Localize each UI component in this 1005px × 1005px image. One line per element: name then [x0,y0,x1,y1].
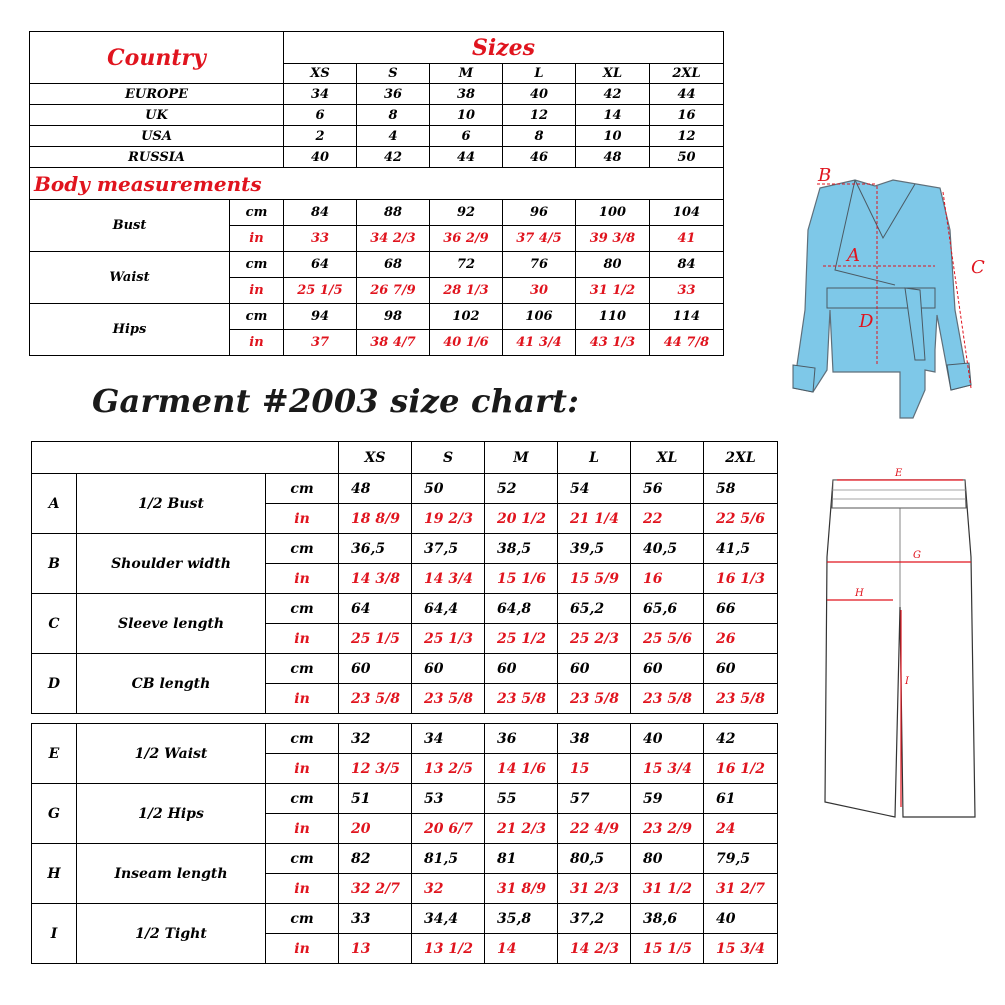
size-header: L [558,442,631,474]
cell: 31 8/9 [485,874,558,904]
cell: 12 3/5 [339,754,412,784]
cell: 10 [576,126,650,147]
unit-cm: cm [266,784,339,814]
cell: 31 2/7 [704,874,778,904]
cell: 39,5 [558,534,631,564]
cell: 46 [503,147,576,168]
cell: 24 [704,814,778,844]
unit-cm: cm [266,534,339,564]
cell: 42 [357,147,430,168]
measure-name: CB length [77,654,266,714]
cell: 40 [284,147,357,168]
cell: 60 [339,654,412,684]
cell: 41 3/4 [503,330,576,356]
cell: 25 2/3 [558,624,631,654]
cell: 92 [430,200,503,226]
cell: 42 [704,724,778,754]
cell: 44 7/8 [650,330,724,356]
cell: 52 [485,474,558,504]
cell: 102 [430,304,503,330]
cell: 38 [558,724,631,754]
size-header: XL [631,442,704,474]
cell: 30 [503,278,576,304]
cell: 23 5/8 [558,684,631,714]
cell: 40,5 [631,534,704,564]
cell: 40 [503,84,576,105]
cell: 68 [357,252,430,278]
cell: 21 2/3 [485,814,558,844]
table-row [32,904,778,934]
cell: 65,2 [558,594,631,624]
cell: 40 [631,724,704,754]
cell: 31 1/2 [631,874,704,904]
cell: 23 5/8 [339,684,412,714]
size-header: M [430,64,503,84]
size-header: 2XL [650,64,724,84]
size-header: XS [284,64,357,84]
measure-name: Hips [30,304,230,356]
cell: 96 [503,200,576,226]
cell: 60 [558,654,631,684]
measure-letter: E [32,724,77,784]
cell: 84 [284,200,357,226]
label-h: H [855,588,864,599]
size-header: XL [576,64,650,84]
label-d: D [859,311,874,332]
cell: 32 2/7 [339,874,412,904]
cell: 37 [284,330,357,356]
table-row [30,105,724,126]
blouse-illustration [775,160,1000,420]
cell: 81,5 [412,844,485,874]
measure-name: 1/2 Tight [77,904,266,964]
cell: 81 [485,844,558,874]
page-title: Garment #2003 size chart: [92,382,580,420]
cell: 34 [284,84,357,105]
cell: 84 [650,252,724,278]
cell: 23 5/8 [412,684,485,714]
unit-in: in [230,330,284,356]
country-header: Country [30,32,284,84]
cell: 13 2/5 [412,754,485,784]
cell: 23 5/8 [485,684,558,714]
unit-in: in [266,814,339,844]
cell: 16 [650,105,724,126]
unit-cm: cm [230,252,284,278]
cell: 23 5/8 [631,684,704,714]
cell: 36 [485,724,558,754]
cell: 106 [503,304,576,330]
cell: 14 [485,934,558,964]
table-row [30,147,724,168]
cell: 42 [576,84,650,105]
unit-in: in [266,684,339,714]
cell: 53 [412,784,485,814]
unit-in: in [230,278,284,304]
cell: 14 2/3 [558,934,631,964]
cell: 16 [631,564,704,594]
cell: 14 [576,105,650,126]
cell: 36,5 [339,534,412,564]
size-header: XS [339,442,412,474]
cell: 13 1/2 [412,934,485,964]
unit-in: in [266,934,339,964]
table-row [32,724,778,754]
cell: 14 1/6 [485,754,558,784]
cell: 10 [430,105,503,126]
blank-header [32,442,339,474]
size-header: 2XL [704,442,778,474]
unit-cm: cm [230,304,284,330]
cell: 60 [485,654,558,684]
cell: 38,5 [485,534,558,564]
cell: 43 1/3 [576,330,650,356]
cell: 79,5 [704,844,778,874]
cell: 14 3/8 [339,564,412,594]
measure-name: Sleeve length [77,594,266,654]
cell: 104 [650,200,724,226]
cell: 64,4 [412,594,485,624]
label-c: C [971,257,985,278]
cell: 12 [503,105,576,126]
cell: 34 [412,724,485,754]
cell: 76 [503,252,576,278]
unit-in: in [230,226,284,252]
cell: 14 3/4 [412,564,485,594]
table-row [32,534,778,564]
cell: 33 [339,904,412,934]
cell: 12 [650,126,724,147]
cell: 15 5/9 [558,564,631,594]
country-name: EUROPE [30,84,284,105]
cell: 54 [558,474,631,504]
cell: 22 5/6 [704,504,778,534]
cell: 98 [357,304,430,330]
table-row [32,844,778,874]
cell: 64 [284,252,357,278]
table-row [30,126,724,147]
cell: 2 [284,126,357,147]
cell: 88 [357,200,430,226]
size-header: L [503,64,576,84]
cell: 25 5/6 [631,624,704,654]
size-header: M [485,442,558,474]
table-row [32,594,778,624]
cell: 15 [558,754,631,784]
cell: 61 [704,784,778,814]
unit-cm: cm [266,844,339,874]
measure-name: Waist [30,252,230,304]
unit-cm: cm [266,654,339,684]
cell: 57 [558,784,631,814]
cell: 39 3/8 [576,226,650,252]
cell: 36 2/9 [430,226,503,252]
cell: 48 [339,474,412,504]
measure-letter: C [32,594,77,654]
cell: 4 [357,126,430,147]
measure-letter: H [32,844,77,904]
pants-waistband [832,480,966,508]
label-g: G [913,550,921,561]
cell: 38,6 [631,904,704,934]
cell: 37 4/5 [503,226,576,252]
cell: 22 4/9 [558,814,631,844]
cell: 13 [339,934,412,964]
cell: 15 1/5 [631,934,704,964]
cell: 60 [704,654,778,684]
cell: 33 [284,226,357,252]
cell: 80,5 [558,844,631,874]
cell: 65,6 [631,594,704,624]
cell: 36 [357,84,430,105]
cell: 110 [576,304,650,330]
cell: 50 [650,147,724,168]
cell: 15 3/4 [631,754,704,784]
cell: 20 [339,814,412,844]
cell: 25 1/2 [485,624,558,654]
measure-name: 1/2 Waist [77,724,266,784]
cell: 38 [430,84,503,105]
measure-name: 1/2 Bust [77,474,266,534]
cell: 41 [650,226,724,252]
cell: 31 2/3 [558,874,631,904]
measure-letter: D [32,654,77,714]
cell: 72 [430,252,503,278]
unit-cm: cm [230,200,284,226]
size-header: S [412,442,485,474]
cell: 25 1/5 [284,278,357,304]
cell: 20 1/2 [485,504,558,534]
unit-in: in [266,504,339,534]
label-a: A [847,245,860,266]
cell: 16 1/3 [704,564,778,594]
label-e: E [895,468,903,479]
cell: 44 [650,84,724,105]
cell: 80 [576,252,650,278]
cell: 23 5/8 [704,684,778,714]
label-i: I [905,676,909,687]
pants-illustration [815,462,985,827]
measure-letter: A [32,474,77,534]
table-row [32,474,778,504]
cell: 64 [339,594,412,624]
table-row [30,84,724,105]
cell: 59 [631,784,704,814]
measure-letter: G [32,784,77,844]
cell: 80 [631,844,704,874]
cell: 66 [704,594,778,624]
cell: 37,2 [558,904,631,934]
cell: 15 1/6 [485,564,558,594]
cell: 114 [650,304,724,330]
measure-letter: B [32,534,77,594]
cell: 8 [503,126,576,147]
garment-bottom-table [31,723,778,964]
cell: 20 6/7 [412,814,485,844]
cell: 60 [631,654,704,684]
sizes-header: Sizes [284,32,724,64]
measure-name: Shoulder width [77,534,266,594]
cell: 16 1/2 [704,754,778,784]
cell: 33 [650,278,724,304]
cell: 60 [412,654,485,684]
cell: 28 1/3 [430,278,503,304]
cell: 38 4/7 [357,330,430,356]
cell: 44 [430,147,503,168]
cell: 26 7/9 [357,278,430,304]
measure-name: Inseam length [77,844,266,904]
cell: 58 [704,474,778,504]
cell: 19 2/3 [412,504,485,534]
unit-in: in [266,624,339,654]
cell: 25 1/3 [412,624,485,654]
country-name: UK [30,105,284,126]
unit-in: in [266,754,339,784]
cell: 32 [339,724,412,754]
cell: 40 [704,904,778,934]
cell: 23 2/9 [631,814,704,844]
table-row [30,304,724,330]
unit-cm: cm [266,904,339,934]
cell: 15 3/4 [704,934,778,964]
cell: 25 1/5 [339,624,412,654]
size-conversion-table [29,31,724,356]
cell: 26 [704,624,778,654]
cell: 48 [576,147,650,168]
measure-letter: I [32,904,77,964]
cell: 32 [412,874,485,904]
label-b: B [818,165,832,186]
cell: 50 [412,474,485,504]
cell: 8 [357,105,430,126]
cell: 34 2/3 [357,226,430,252]
cell: 6 [430,126,503,147]
cell: 6 [284,105,357,126]
cell: 37,5 [412,534,485,564]
measure-name: Bust [30,200,230,252]
unit-cm: cm [266,474,339,504]
country-name: USA [30,126,284,147]
cell: 94 [284,304,357,330]
cell: 41,5 [704,534,778,564]
cell: 21 1/4 [558,504,631,534]
body-measurements-header: Body measurements [30,168,724,200]
table-row [32,654,778,684]
table-row [32,784,778,814]
unit-in: in [266,564,339,594]
cell: 100 [576,200,650,226]
cell: 22 [631,504,704,534]
garment-top-table [31,441,778,714]
table-row [30,252,724,278]
blouse-cuff-right [947,363,971,390]
table-row [30,200,724,226]
cell: 18 8/9 [339,504,412,534]
country-name: RUSSIA [30,147,284,168]
unit-in: in [266,874,339,904]
measure-name: 1/2 Hips [77,784,266,844]
cell: 56 [631,474,704,504]
cell: 40 1/6 [430,330,503,356]
cell: 34,4 [412,904,485,934]
cell: 51 [339,784,412,814]
unit-cm: cm [266,594,339,624]
cell: 35,8 [485,904,558,934]
cell: 82 [339,844,412,874]
cell: 64,8 [485,594,558,624]
cell: 55 [485,784,558,814]
cell: 31 1/2 [576,278,650,304]
unit-cm: cm [266,724,339,754]
size-header: S [357,64,430,84]
blouse-cuff-left [793,365,815,392]
